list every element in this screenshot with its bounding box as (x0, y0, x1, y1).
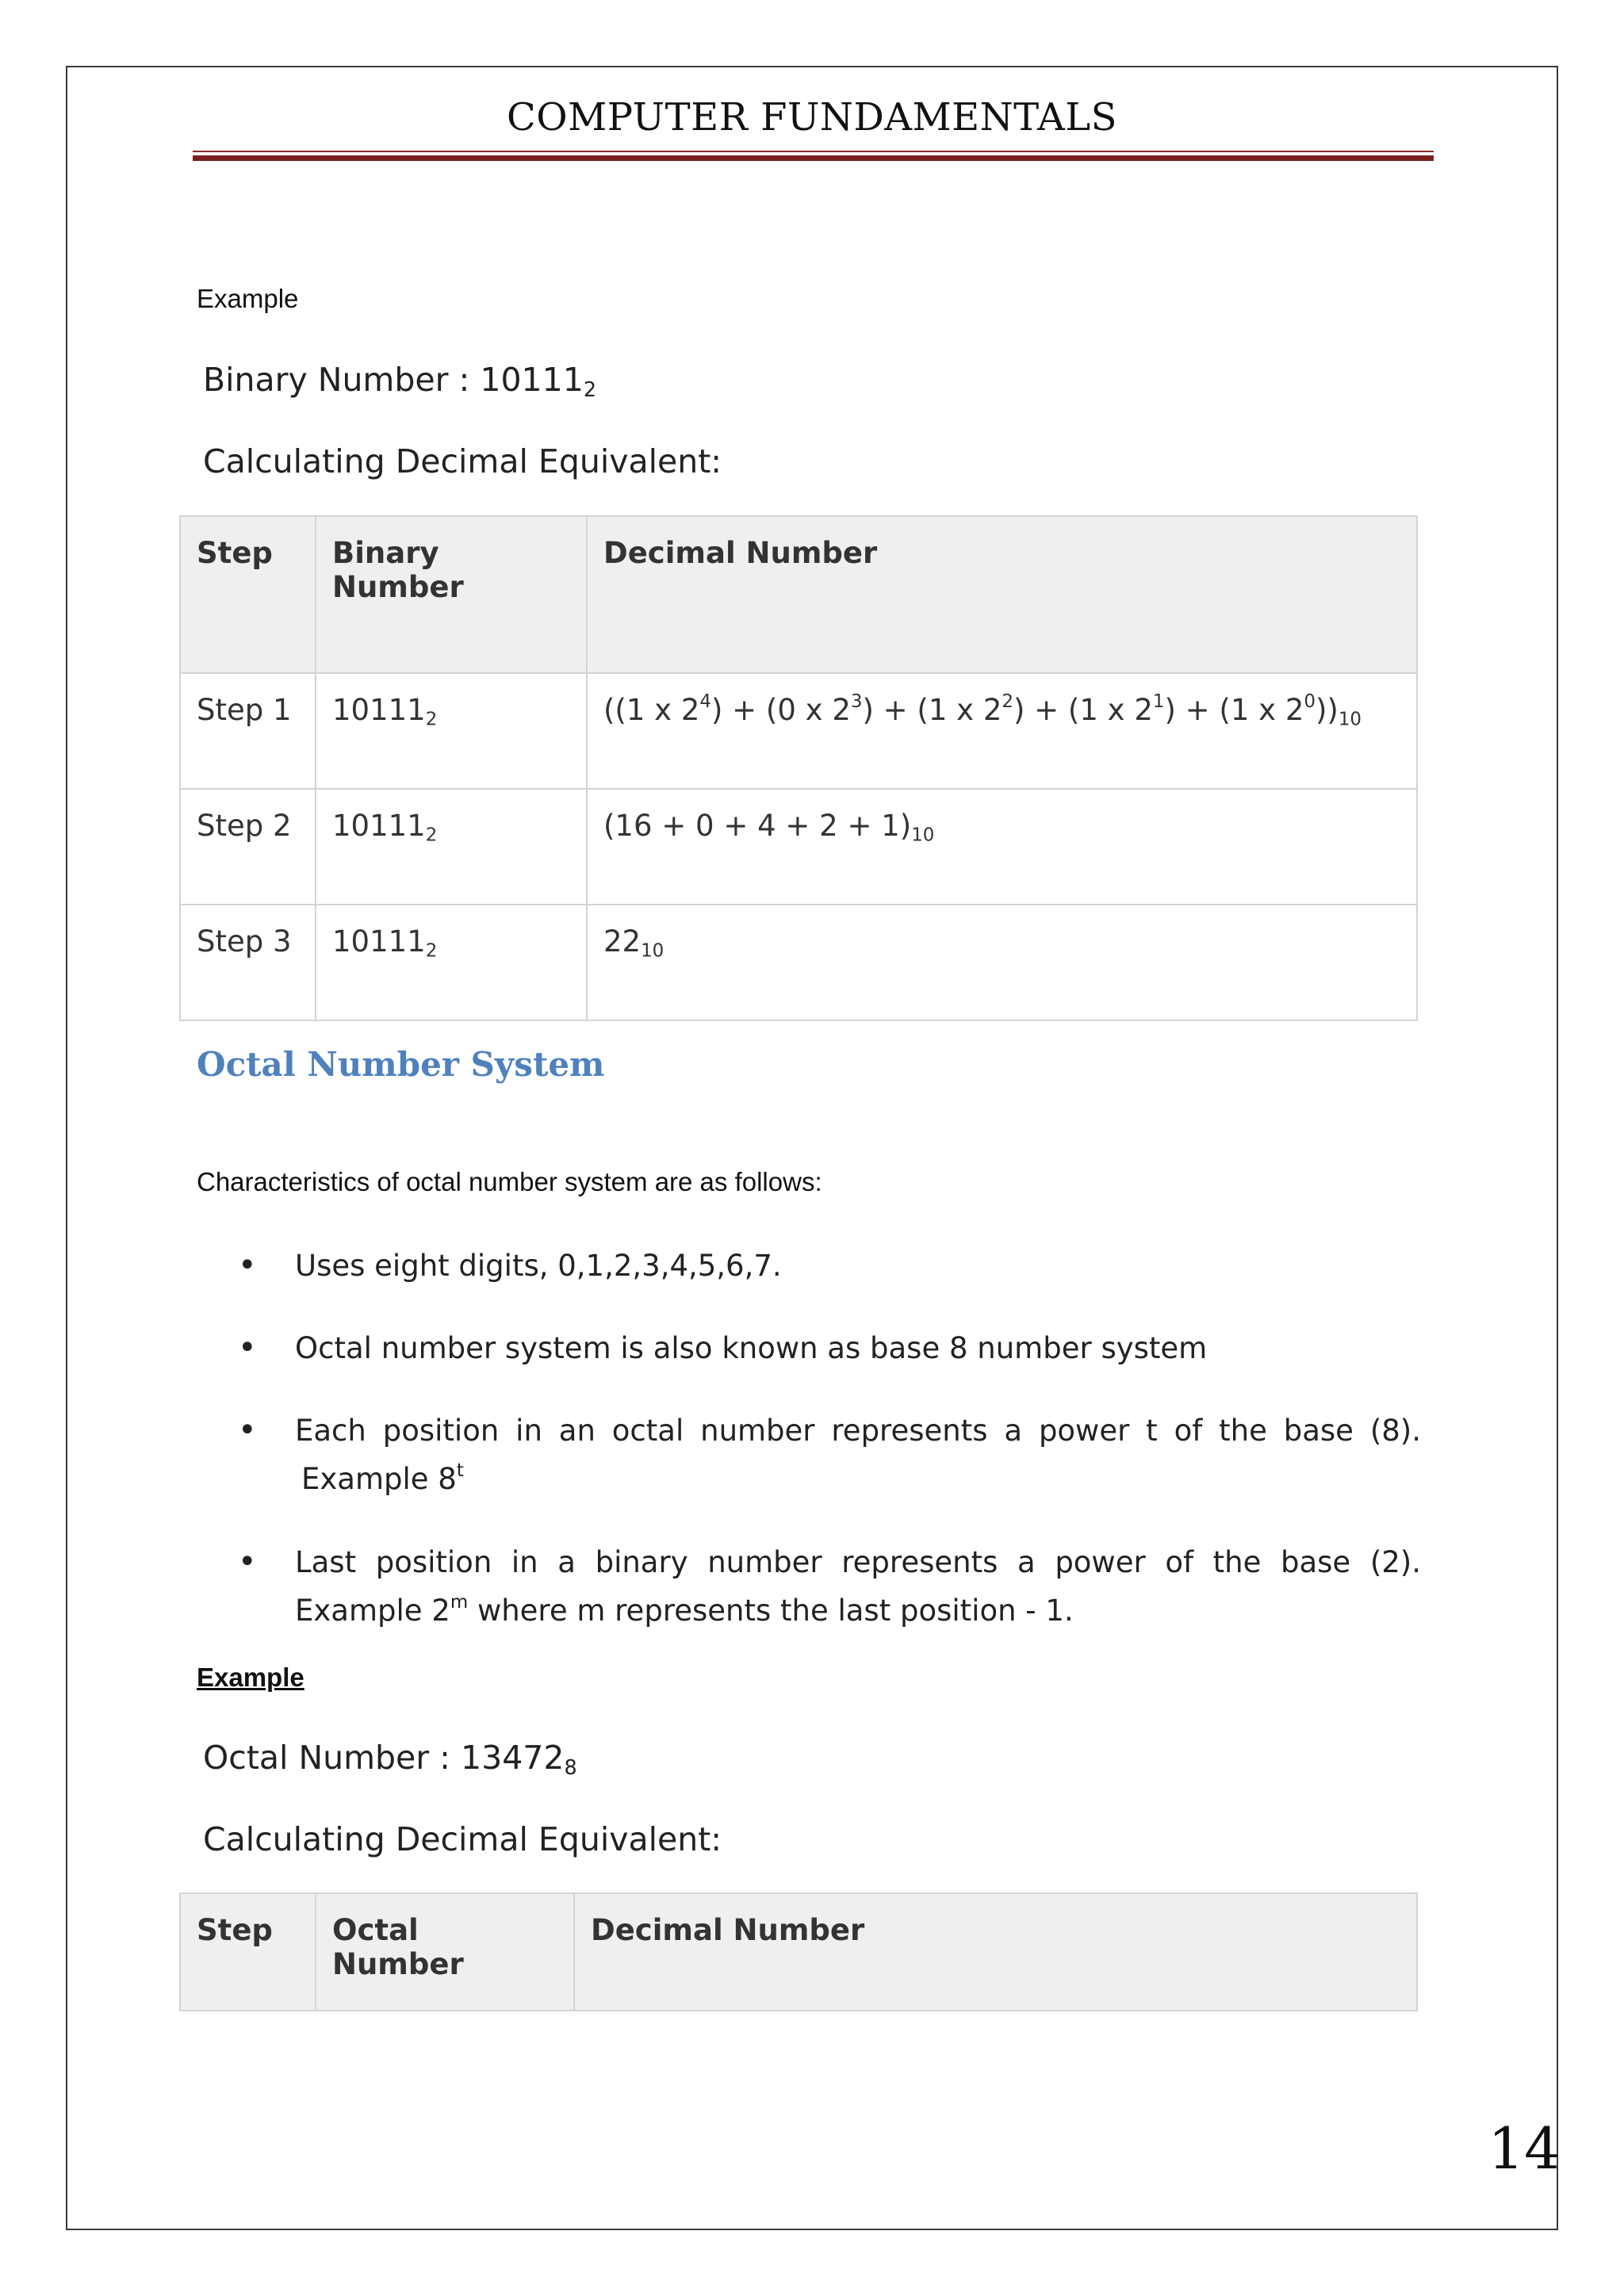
binary-number-line (203, 361, 596, 402)
example-exponent: t (456, 1460, 464, 1481)
expr-part: ) + (1 x 2 (1164, 693, 1304, 727)
expr-exponent: 3 (850, 691, 863, 712)
example-exponent: m (450, 1591, 469, 1613)
octal-number-prefix: Octal Number : (203, 1739, 462, 1777)
expr-part: (16 + 0 + 4 + 2 + 1) (603, 809, 912, 843)
expr-part: ((1 x 2 (603, 693, 700, 727)
table-header-cell: Octal Number (316, 1893, 574, 2011)
table-row (180, 905, 1417, 1020)
step-cell: Step 2 (180, 789, 316, 905)
list-item-line (295, 1586, 1421, 1635)
bullet-dot-icon: • (238, 1330, 257, 1366)
octal-number-base: 8 (564, 1755, 577, 1780)
binary-number-prefix: Binary Number : (203, 361, 481, 399)
expr-base: 10 (1338, 709, 1362, 730)
expr-part: ) + (1 x 2 (1013, 693, 1153, 727)
list-item-text (295, 1538, 1421, 1635)
binary-number-value: 10111 (480, 361, 584, 399)
header-rule-thick (193, 155, 1434, 161)
binary-value: 10111 (332, 693, 426, 727)
expr-part: ) + (0 x 2 (710, 693, 851, 727)
step-cell: Step 1 (180, 673, 316, 789)
table-header-row (180, 516, 1417, 673)
table-header-cell: Decimal Number (587, 516, 1417, 673)
list-item-text: Octal number system is also known as base 8 number system (295, 1331, 1208, 1365)
example-prefix: Example 8 (301, 1462, 457, 1496)
step-cell: Step 3 (180, 905, 316, 1020)
table-header-cell: Step (180, 1893, 316, 2011)
binary-cell (316, 905, 587, 1020)
bullet-dot-icon: • (238, 1247, 257, 1284)
octal-calc-label: Calculating Decimal Equivalent: (203, 1820, 722, 1858)
binary-cell (316, 673, 587, 789)
list-item-line: Each position in an octal number represents a power t of the base (8). (295, 1414, 1421, 1448)
header-rule (193, 151, 1434, 162)
list-item-text: Uses eight digits, 0,1,2,3,4,5,6,7. (295, 1249, 782, 1283)
list-item-text (295, 1406, 1421, 1503)
binary-number-base: 2 (583, 377, 596, 402)
expr-exponent: 1 (1152, 691, 1165, 712)
table-row (180, 789, 1417, 905)
expr-part: 22 (603, 924, 642, 959)
bullet-dot-icon: • (238, 1544, 257, 1580)
expr-base: 10 (641, 940, 665, 962)
expr-part: ) + (1 x 2 (862, 693, 1002, 727)
binary-example-label: Example (197, 284, 299, 313)
example-prefix: Example 2 (295, 1594, 450, 1628)
octal-example-label: Example (197, 1663, 304, 1692)
table-header-cell: Binary Number (316, 516, 587, 673)
bullet-dot-icon: • (238, 1412, 257, 1448)
octal-intro-text: Characteristics of octal number system are as follows: (197, 1167, 822, 1196)
binary-cell (316, 789, 587, 905)
octal-number-value: 13472 (461, 1739, 565, 1777)
table-header-cell: Step (180, 516, 316, 673)
octal-conversion-table (179, 1892, 1418, 2011)
expr-exponent: 2 (1002, 691, 1013, 712)
binary-value: 10111 (332, 809, 426, 843)
binary-base: 2 (425, 709, 438, 730)
binary-base: 2 (425, 940, 438, 962)
list-item-line (295, 1455, 1421, 1503)
expr-exponent: 4 (699, 691, 711, 712)
page-number: 14 (1488, 2115, 1561, 2182)
table-header-cell: Decimal Number (574, 1893, 1417, 2011)
expr-base: 10 (911, 825, 935, 846)
list-item-line: Last position in a binary number represents a power of the base (2). (295, 1545, 1421, 1579)
decimal-cell (587, 789, 1417, 905)
octal-section-heading: Octal Number System (197, 1045, 605, 1084)
page-header-title: COMPUTER FUNDAMENTALS (507, 95, 1117, 140)
decimal-cell (587, 905, 1417, 1020)
binary-value: 10111 (332, 924, 426, 959)
binary-base: 2 (425, 825, 438, 846)
table-header-row (180, 1893, 1417, 2011)
table-row (180, 673, 1417, 789)
header-rule-thin (193, 151, 1434, 152)
binary-conversion-table (179, 515, 1418, 1021)
decimal-cell (587, 673, 1417, 789)
example-suffix: where m represents the last position - 1. (468, 1594, 1074, 1628)
expr-exponent: 0 (1304, 691, 1316, 712)
octal-number-line (203, 1739, 577, 1780)
expr-part: )) (1315, 693, 1339, 727)
binary-calc-label: Calculating Decimal Equivalent: (203, 442, 722, 480)
